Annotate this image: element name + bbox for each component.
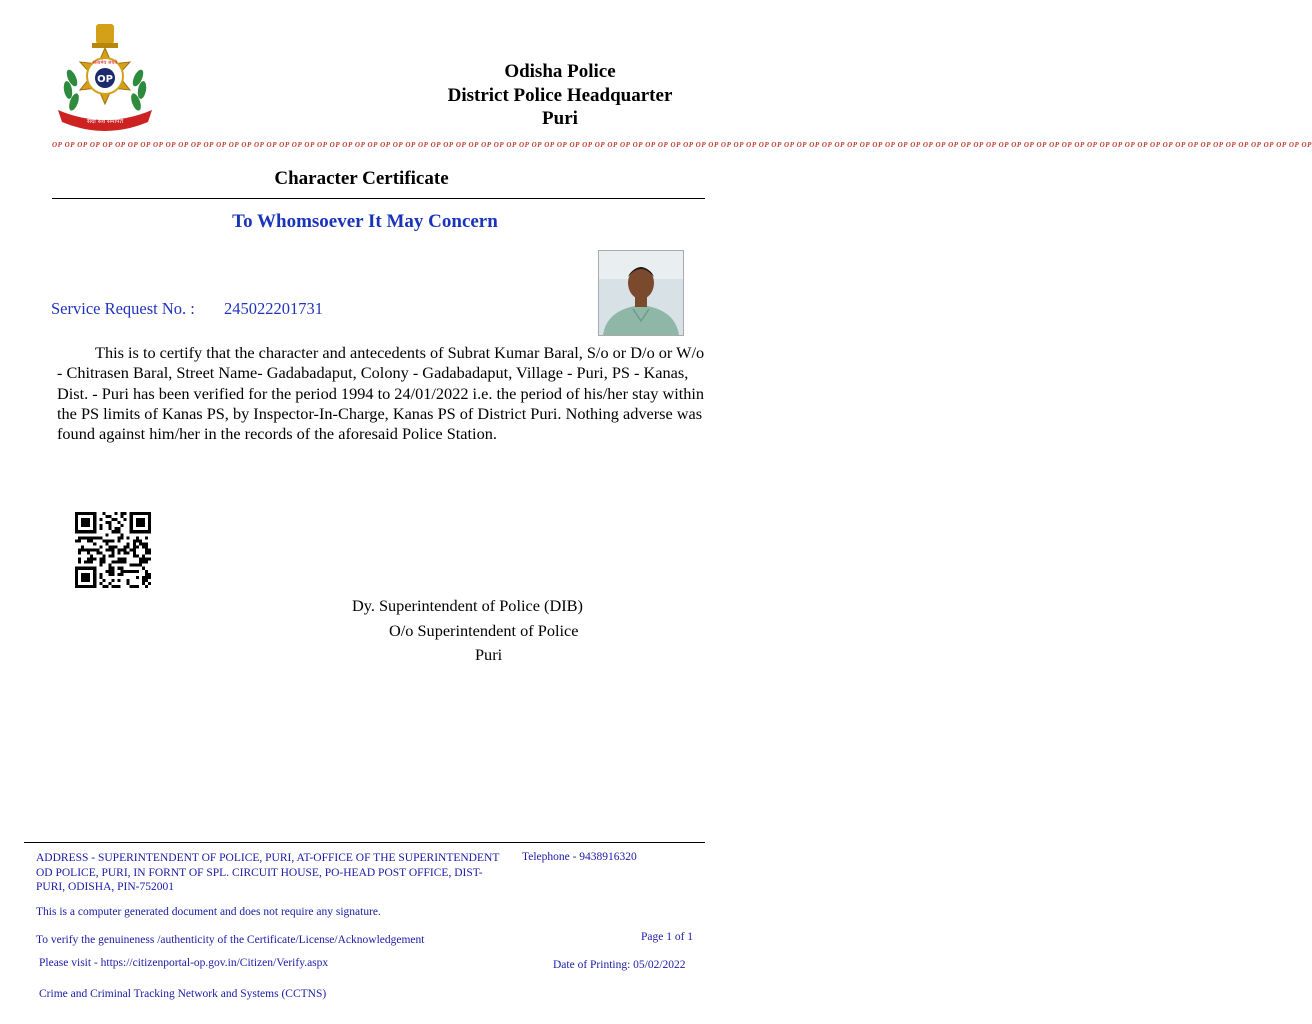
page-number: Page 1 of 1 [641,931,694,943]
certificate-body [57,343,707,444]
org-name: Odisha Police [504,61,616,82]
signatory-district: Puri [475,645,503,664]
logo-motto: सत्यमेव जयते [92,60,118,66]
district-name: Puri [542,108,578,129]
logo-banner-text: सदा सर्वे समर्पित [86,118,124,125]
certificate-text: This is to certify that the character and antecedents of Subrat Kumar Baral, S/o or D/o or W/o - Chitrasen Baral, Street Name- Gadabadaput, Colony - Gadabadaput, Village - Puri, PS - Kanas, Dist. - Puri has been verified for the period 1994 to 24/01/2022 i.e. the period of his/her stay within the PS limits of Kanas PS, by Inspector-In-Charge, Kanas PS of District Puri. Nothing adverse was found against him/her in the records of the aforesaid Police Station. [57,343,705,444]
computer-generated-note: This is a computer generated document and does not require any signature. [36,906,381,918]
service-request-label: Service Request No. : [51,299,195,318]
person-photo-icon [599,251,683,335]
verify-note: To verify the genuineness /authenticity of the Certificate/License/Acknowledgement [36,934,425,946]
office-address: ADDRESS - SUPERINTENDENT OF POLICE, PURI, AT-OFFICE OF THE SUPERINTENDENT OD POLICE, PURI, IN FORNT OF SPL. CIRCUIT HOUSE, PO-HEAD POST OFFICE, DIST-PURI, ODISHA, PIN-752001 [36,852,500,893]
op-pattern-border: OP OP OP OP OP OP OP OP OP OP OP OP OP OP OP OP OP OP OP OP OP OP OP OP OP OP OP OP OP OP OP OP OP OP OP OP OP OP OP OP OP OP OP OP OP OP OP OP OP OP OP OP OP OP OP OP OP OP OP OP OP OP OP OP OP OP OP OP OP OP OP OP OP OP OP OP OP OP OP OP OP OP OP OP OP OP OP OP OP OP OP OP OP OP OP OP OP OP OP OP [52,141,1312,149]
document-title: Character Certificate [274,168,449,189]
signatory-office: O/o Superintendent of Police [389,620,579,640]
verify-url-link[interactable]: Please visit - https://citizenportal-op.gov.in/Citizen/Verify.aspx [39,957,329,969]
print-date: Date of Printing: 05/02/2022 [553,959,686,971]
odisha-police-logo [50,18,160,130]
verification-qr-code [75,512,151,588]
telephone-number: Telephone - 9438916320 [522,851,637,863]
office-header [430,60,690,131]
office-name: District Police Headquarter [447,84,673,106]
addressee-heading: To Whomsoever It May Concern [232,211,498,232]
cctns-system-name: Crime and Criminal Tracking Network and Systems (CCTNS) [39,988,327,1000]
police-emblem-icon [50,18,160,130]
title-divider [52,198,705,199]
footer-divider [24,842,705,843]
signatory-block [352,594,612,668]
logo-emblem-text: OP [97,74,113,85]
signatory-designation: Dy. Superintendent of Police (DIB) [352,596,583,615]
service-request-line [51,299,323,319]
qr-code-icon [75,512,151,588]
applicant-photo [598,250,684,336]
service-request-number: 245022201731 [224,299,323,318]
